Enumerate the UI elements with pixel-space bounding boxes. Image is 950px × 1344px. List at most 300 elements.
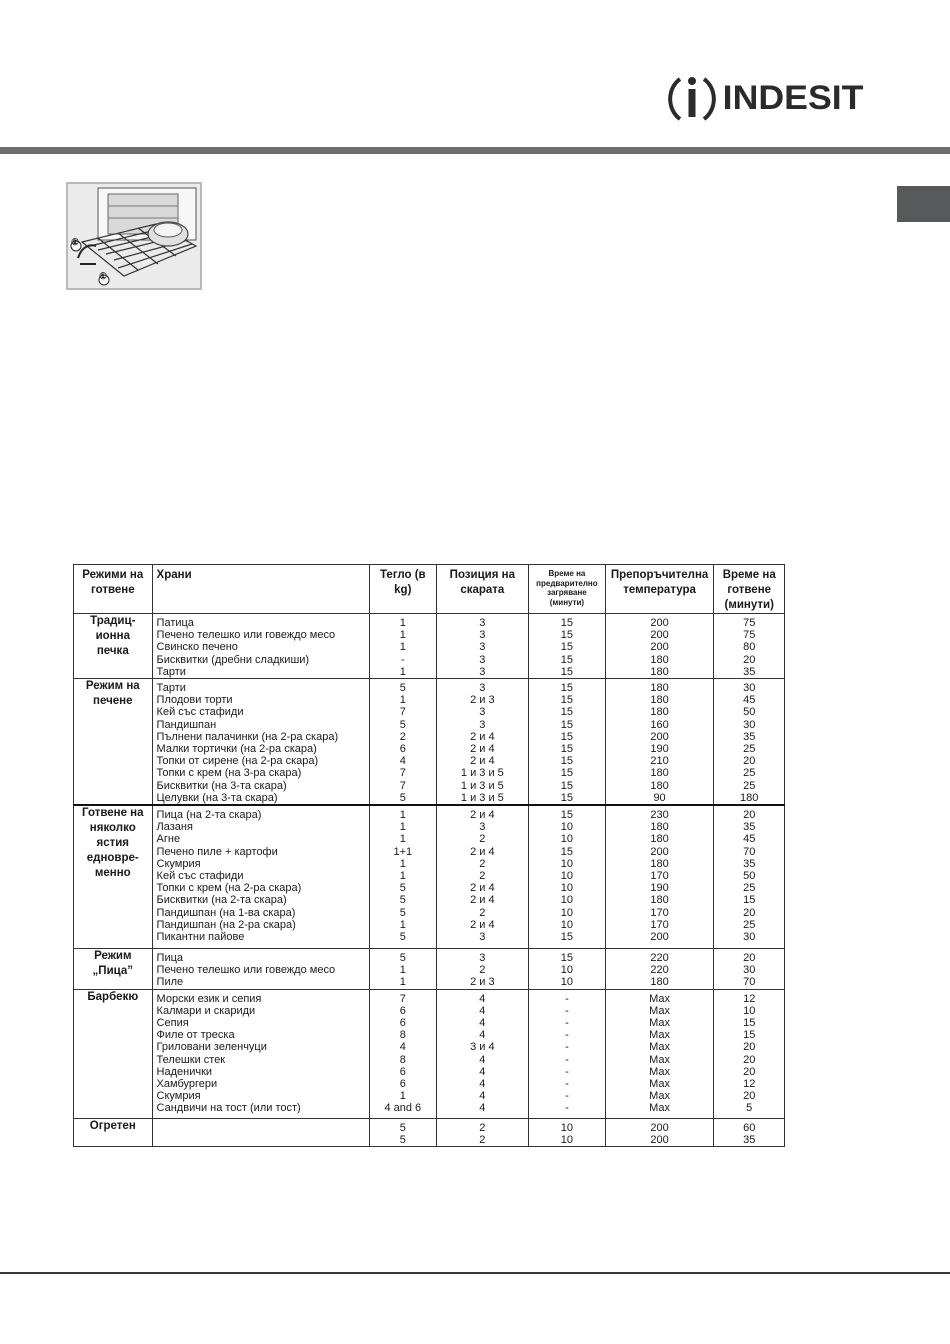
- position-value: 3: [479, 821, 486, 834]
- time-cell: [714, 614, 785, 679]
- position-value: 2 и 4: [470, 845, 495, 858]
- temperature-cell: [605, 989, 714, 1118]
- position-value: 3: [479, 641, 486, 654]
- temperature-value: 200: [650, 629, 669, 642]
- weight-value: 1: [399, 617, 406, 629]
- position-value: 4: [479, 1029, 486, 1042]
- temperature-cell: [605, 679, 714, 806]
- weight-value: 5: [399, 952, 406, 965]
- time-value: 20: [743, 1090, 756, 1103]
- preheat-value: -: [565, 1065, 569, 1078]
- food-item: Топки от сирене (на 2-ра скара): [156, 755, 319, 768]
- weight-value: 5: [399, 1133, 406, 1146]
- time-value: 15: [743, 1029, 756, 1042]
- position-value: 2 и 3: [470, 976, 495, 989]
- weight-value: 5: [399, 931, 406, 944]
- weight-value: 8: [399, 1053, 406, 1066]
- time-value: 50: [743, 870, 756, 883]
- time-value: 25: [743, 767, 756, 780]
- header-foods: Храни: [152, 565, 370, 614]
- temperature-value: Max: [649, 1041, 670, 1054]
- preheat-value: 15: [560, 779, 574, 792]
- weight-value: 6: [399, 1017, 406, 1030]
- position-value: 4: [479, 1053, 486, 1066]
- position-value: 4: [479, 1078, 486, 1091]
- weight-value: 7: [399, 767, 406, 780]
- time-value: 20: [743, 952, 756, 965]
- food-item: Скумрия: [156, 1090, 201, 1103]
- food-item: Патица: [156, 617, 194, 629]
- time-value: 5: [746, 1102, 753, 1115]
- time-value: 15: [743, 1017, 756, 1030]
- time-value: 35: [743, 730, 756, 743]
- weight-value: 5: [399, 1121, 406, 1134]
- time-value: 20: [743, 906, 756, 919]
- time-value: 70: [743, 976, 756, 989]
- cooking-mode-cell: Готвене на няколко ястия едновре-менно: [74, 805, 153, 949]
- weight-value: -: [400, 653, 405, 666]
- position-value: 3: [479, 706, 486, 719]
- temperature-value: Max: [649, 992, 670, 1005]
- time-value: 75: [743, 617, 756, 629]
- time-value: 30: [743, 718, 756, 731]
- preheat-value: 10: [560, 857, 574, 870]
- time-value: 80: [743, 641, 756, 654]
- preheat-value: -: [565, 1004, 569, 1017]
- position-value: 3 и 4: [470, 1041, 495, 1054]
- position-value: 3: [479, 931, 486, 944]
- header-position: Позиция на скарата: [436, 565, 529, 614]
- weight-value: 4 and 6: [384, 1102, 422, 1115]
- table-row: [74, 989, 785, 1118]
- weight-value: 1: [399, 665, 406, 678]
- temperature-value: 170: [650, 906, 669, 919]
- position-value: 2: [479, 906, 486, 919]
- foods-cell: [152, 679, 370, 806]
- preheat-value: 15: [560, 706, 574, 719]
- preheat-value: 15: [560, 931, 574, 944]
- preheat-cell: [529, 805, 606, 949]
- temperature-value: Max: [649, 1004, 670, 1017]
- cooking-mode-cell: Огретен: [74, 1118, 153, 1146]
- weight-cell: [370, 805, 436, 949]
- food-item: Филе от треска: [156, 1029, 235, 1042]
- weight-value: 6: [399, 1078, 406, 1091]
- position-value: 3: [479, 718, 486, 731]
- temperature-value: 220: [650, 952, 669, 965]
- temperature-value: 180: [650, 821, 669, 834]
- preheat-value: 15: [560, 809, 574, 822]
- weight-value: 4: [399, 1041, 406, 1054]
- preheat-value: 15: [560, 718, 574, 731]
- time-value: 20: [743, 1065, 756, 1078]
- indesit-logo-icon: [668, 71, 716, 125]
- weight-value: 5: [399, 894, 406, 907]
- position-value: 2 и 4: [470, 730, 495, 743]
- preheat-value: 15: [560, 641, 574, 654]
- header-preheat: Време на предварително загряване (минути): [529, 565, 606, 614]
- position-value: 2 и 4: [470, 894, 495, 907]
- time-value: 35: [743, 1133, 756, 1146]
- weight-value: 6: [399, 1004, 406, 1017]
- preheat-value: 10: [560, 1121, 574, 1134]
- temperature-value: 180: [650, 833, 669, 846]
- preheat-value: 15: [560, 952, 574, 965]
- food-item: Сандвичи на тост (или тост): [156, 1102, 301, 1115]
- weight-value: 1: [399, 870, 406, 883]
- temperature-value: 220: [650, 964, 669, 977]
- time-value: 20: [743, 809, 756, 822]
- temperature-value: 170: [650, 870, 669, 883]
- weight-value: 1+1: [393, 845, 413, 858]
- position-value: 1 и 3 и 5: [460, 767, 504, 780]
- time-value: 20: [743, 755, 756, 768]
- time-value: 180: [740, 791, 759, 804]
- foods-cell: [152, 805, 370, 949]
- cooking-mode-cell: Режим „Пица”: [74, 949, 153, 990]
- time-value: 35: [743, 857, 756, 870]
- food-item: Пикантни пайове: [156, 931, 245, 944]
- preheat-value: 15: [560, 743, 574, 756]
- weight-cell: [370, 679, 436, 806]
- food-item: Кей със стафиди: [156, 706, 244, 719]
- temperature-value: 180: [650, 694, 669, 707]
- position-value: 2 и 4: [470, 755, 495, 768]
- food-item: Пандишпан: [156, 718, 217, 731]
- preheat-value: 10: [560, 821, 574, 834]
- food-item: Топки с крем (на 2-ра скара): [156, 882, 302, 895]
- preheat-value: 10: [560, 894, 574, 907]
- position-value: 2: [479, 833, 486, 846]
- preheat-value: 15: [560, 665, 574, 678]
- food-item: Пица (на 2-та скара): [156, 809, 262, 822]
- weight-value: 7: [399, 779, 406, 792]
- preheat-value: 10: [560, 964, 574, 977]
- position-cell: [436, 805, 529, 949]
- preheat-value: -: [565, 1029, 569, 1042]
- temperature-cell: [605, 1118, 714, 1146]
- weight-value: 1: [399, 964, 406, 977]
- time-value: 12: [743, 992, 756, 1005]
- temperature-value: 180: [650, 653, 669, 666]
- weight-value: 1: [399, 821, 406, 834]
- food-item: Бисквитки (на 2-та скара): [156, 894, 287, 907]
- temperature-value: 170: [650, 918, 669, 931]
- food-item: Целувки (на 3-та скара): [156, 791, 278, 804]
- time-value: 20: [743, 653, 756, 666]
- food-item: Печено телешко или говеждо месо: [156, 629, 336, 642]
- step-marker-2: ②: [71, 237, 80, 247]
- weight-value: 1: [399, 809, 406, 822]
- preheat-value: -: [565, 1053, 569, 1066]
- preheat-value: 15: [560, 694, 574, 707]
- header-mode: Режими на готвене: [74, 565, 153, 614]
- preheat-value: -: [565, 1102, 569, 1115]
- weight-value: 1: [399, 1090, 406, 1103]
- oven-rack-illustration: [66, 182, 202, 290]
- time-value: 10: [743, 1004, 756, 1017]
- preheat-cell: [529, 989, 606, 1118]
- food-item: Свинско печено: [156, 641, 238, 654]
- preheat-value: 10: [560, 1133, 574, 1146]
- preheat-value: 10: [560, 976, 574, 989]
- temperature-value: 180: [650, 767, 669, 780]
- temperature-value: Max: [649, 1029, 670, 1042]
- preheat-cell: [529, 1118, 606, 1146]
- foods-cell: [152, 1118, 370, 1146]
- position-value: 2: [479, 870, 486, 883]
- position-value: 3: [479, 653, 486, 666]
- table-row: [74, 679, 785, 806]
- position-cell: [436, 1118, 529, 1146]
- weight-value: 1: [399, 833, 406, 846]
- food-item: Пълнени палачинки (на 2-ра скара): [156, 730, 339, 743]
- temperature-value: 180: [650, 665, 669, 678]
- weight-value: 5: [399, 791, 406, 804]
- temperature-value: 210: [650, 755, 669, 768]
- preheat-value: 10: [560, 906, 574, 919]
- food-item: Телешки стек: [156, 1053, 226, 1066]
- position-value: 4: [479, 992, 486, 1005]
- temperature-value: 180: [650, 894, 669, 907]
- food-item: Гриловани зеленчуци: [156, 1041, 267, 1054]
- weight-value: 5: [399, 682, 406, 695]
- weight-cell: [370, 1118, 436, 1146]
- food-item: Печено телешко или говеждо месо: [156, 964, 336, 977]
- food-item: Пиле: [156, 976, 184, 989]
- time-cell: [714, 989, 785, 1118]
- time-value: 15: [743, 894, 756, 907]
- food-item: Морски език и сепия: [156, 992, 262, 1005]
- table-body: [74, 614, 785, 1147]
- temperature-value: 90: [653, 791, 666, 804]
- weight-value: 4: [399, 755, 406, 768]
- position-value: 3: [479, 629, 486, 642]
- time-value: 60: [743, 1121, 756, 1134]
- time-value: 25: [743, 779, 756, 792]
- preheat-value: 15: [560, 653, 574, 666]
- temperature-value: 200: [650, 617, 669, 629]
- position-value: 4: [479, 1017, 486, 1030]
- foods-cell: [152, 614, 370, 679]
- preheat-value: -: [565, 1090, 569, 1103]
- food-item: Бисквитки (дребни сладкиши): [156, 653, 310, 666]
- preheat-value: 15: [560, 791, 574, 804]
- food-item: Пандишпан (на 2-ра скара): [156, 918, 296, 931]
- temperature-value: 200: [650, 641, 669, 654]
- time-cell: [714, 805, 785, 949]
- weight-cell: [370, 614, 436, 679]
- weight-value: 1: [399, 857, 406, 870]
- preheat-value: -: [565, 992, 569, 1005]
- food-item: Пица: [156, 952, 184, 965]
- time-cell: [714, 1118, 785, 1146]
- preheat-value: -: [565, 1078, 569, 1091]
- weight-value: 5: [399, 882, 406, 895]
- temperature-value: Max: [649, 1102, 670, 1115]
- position-value: 2 и 4: [470, 918, 495, 931]
- temperature-value: 200: [650, 1133, 669, 1146]
- temperature-value: 180: [650, 779, 669, 792]
- preheat-value: 10: [560, 918, 574, 931]
- position-value: 4: [479, 1065, 486, 1078]
- header-divider: [0, 147, 950, 154]
- time-value: 20: [743, 1041, 756, 1054]
- time-value: 20: [743, 1053, 756, 1066]
- position-value: 3: [479, 617, 486, 629]
- time-value: 25: [743, 882, 756, 895]
- preheat-value: 15: [560, 617, 574, 629]
- food-item: Плодови торти: [156, 694, 233, 707]
- weight-cell: [370, 989, 436, 1118]
- temperature-value: 190: [650, 882, 669, 895]
- time-value: 25: [743, 918, 756, 931]
- food-item: Малки тортички (на 2-ра скара): [156, 743, 317, 756]
- preheat-cell: [529, 949, 606, 990]
- preheat-cell: [529, 679, 606, 806]
- food-item: Агне: [156, 833, 181, 846]
- weight-value: 1: [399, 694, 406, 707]
- position-cell: [436, 679, 529, 806]
- time-value: 35: [743, 821, 756, 834]
- position-value: 1 и 3 и 5: [460, 791, 504, 804]
- position-value: 3: [479, 682, 486, 695]
- food-item: Наденички: [156, 1065, 213, 1078]
- table-row: [74, 805, 785, 949]
- preheat-value: 15: [560, 767, 574, 780]
- food-item: Сепия: [156, 1017, 189, 1030]
- position-value: 3: [479, 952, 486, 965]
- weight-value: 8: [399, 1029, 406, 1042]
- food-item: Тарти: [156, 682, 186, 695]
- temperature-value: Max: [649, 1090, 670, 1103]
- preheat-value: -: [565, 1041, 569, 1054]
- temperature-cell: [605, 805, 714, 949]
- food-item: Скумрия: [156, 857, 201, 870]
- temperature-value: 200: [650, 845, 669, 858]
- position-value: 2: [479, 857, 486, 870]
- temperature-value: Max: [649, 1078, 670, 1091]
- time-value: 75: [743, 629, 756, 642]
- position-value: 3: [479, 665, 486, 678]
- food-item: Калмари и скариди: [156, 1004, 256, 1017]
- preheat-cell: [529, 614, 606, 679]
- preheat-value: 15: [560, 845, 574, 858]
- time-cell: [714, 679, 785, 806]
- food-item: Лазаня: [156, 821, 193, 834]
- position-value: 4: [479, 1102, 486, 1115]
- position-cell: [436, 949, 529, 990]
- language-tab-marker: [897, 186, 950, 222]
- position-cell: [436, 614, 529, 679]
- brand-name: INDESIT: [722, 78, 864, 117]
- temperature-value: 180: [650, 976, 669, 989]
- temperature-cell: [605, 614, 714, 679]
- position-value: 4: [479, 1090, 486, 1103]
- position-value: 1 и 3 и 5: [460, 779, 504, 792]
- weight-value: 1: [399, 976, 406, 989]
- position-value: 2 и 4: [470, 743, 495, 756]
- position-value: 2 и 4: [470, 809, 495, 822]
- position-value: 2 и 4: [470, 882, 495, 895]
- time-value: 30: [743, 682, 756, 695]
- food-item: Бисквитки (на 3-та скара): [156, 779, 287, 792]
- header-temperature: Препоръчителна температура: [605, 565, 714, 614]
- food-item: Кей със стафиди: [156, 870, 244, 883]
- table-header-row: [74, 565, 785, 614]
- food-item: Тарти: [156, 665, 186, 678]
- time-value: 70: [743, 845, 756, 858]
- weight-value: 7: [399, 992, 406, 1005]
- time-value: 25: [743, 743, 756, 756]
- temperature-value: 180: [650, 706, 669, 719]
- preheat-value: 15: [560, 730, 574, 743]
- weight-value: 2: [399, 730, 406, 743]
- preheat-value: 15: [560, 629, 574, 642]
- temperature-value: 230: [650, 809, 669, 822]
- preheat-value: 15: [560, 755, 574, 768]
- table-row: [74, 614, 785, 679]
- table-row: [74, 1118, 785, 1146]
- time-value: 12: [743, 1078, 756, 1091]
- preheat-value: 10: [560, 833, 574, 846]
- footer-divider: [0, 1272, 950, 1274]
- weight-value: 6: [399, 1065, 406, 1078]
- time-value: 45: [743, 694, 756, 707]
- preheat-value: 15: [560, 682, 574, 695]
- brand-logo: [668, 70, 864, 126]
- weight-value: 1: [399, 918, 406, 931]
- food-item: Топки с крем (на 3-ра скара): [156, 767, 302, 780]
- weight-value: 7: [399, 706, 406, 719]
- temperature-value: 200: [650, 730, 669, 743]
- position-value: 2 и 3: [470, 694, 495, 707]
- position-value: 2: [479, 1133, 486, 1146]
- weight-value: 6: [399, 743, 406, 756]
- preheat-value: -: [565, 1017, 569, 1030]
- temperature-value: Max: [649, 1053, 670, 1066]
- time-value: 30: [743, 964, 756, 977]
- foods-cell: [152, 949, 370, 990]
- food-item: Пандишпан (на 1-ва скара): [156, 906, 296, 919]
- temperature-value: Max: [649, 1017, 670, 1030]
- preheat-value: 10: [560, 882, 574, 895]
- food-item: Печено пиле + картофи: [156, 845, 278, 858]
- weight-value: 1: [399, 629, 406, 642]
- time-value: 50: [743, 706, 756, 719]
- temperature-value: 180: [650, 682, 669, 695]
- time-value: 35: [743, 665, 756, 678]
- time-cell: [714, 949, 785, 990]
- temperature-cell: [605, 949, 714, 990]
- temperature-value: Max: [649, 1065, 670, 1078]
- temperature-value: 200: [650, 1121, 669, 1134]
- position-value: 2: [479, 964, 486, 977]
- time-value: 30: [743, 931, 756, 944]
- temperature-value: 190: [650, 743, 669, 756]
- cooking-mode-cell: Традиц-ионна печка: [74, 614, 153, 679]
- weight-cell: [370, 949, 436, 990]
- weight-value: 5: [399, 906, 406, 919]
- position-cell: [436, 989, 529, 1118]
- header-weight: Тегло (в kg): [370, 565, 436, 614]
- temperature-value: 160: [650, 718, 669, 731]
- foods-cell: [152, 989, 370, 1118]
- temperature-value: 180: [650, 857, 669, 870]
- cooking-table: [73, 564, 785, 1147]
- time-value: 45: [743, 833, 756, 846]
- cooking-mode-cell: Режим на печене: [74, 679, 153, 806]
